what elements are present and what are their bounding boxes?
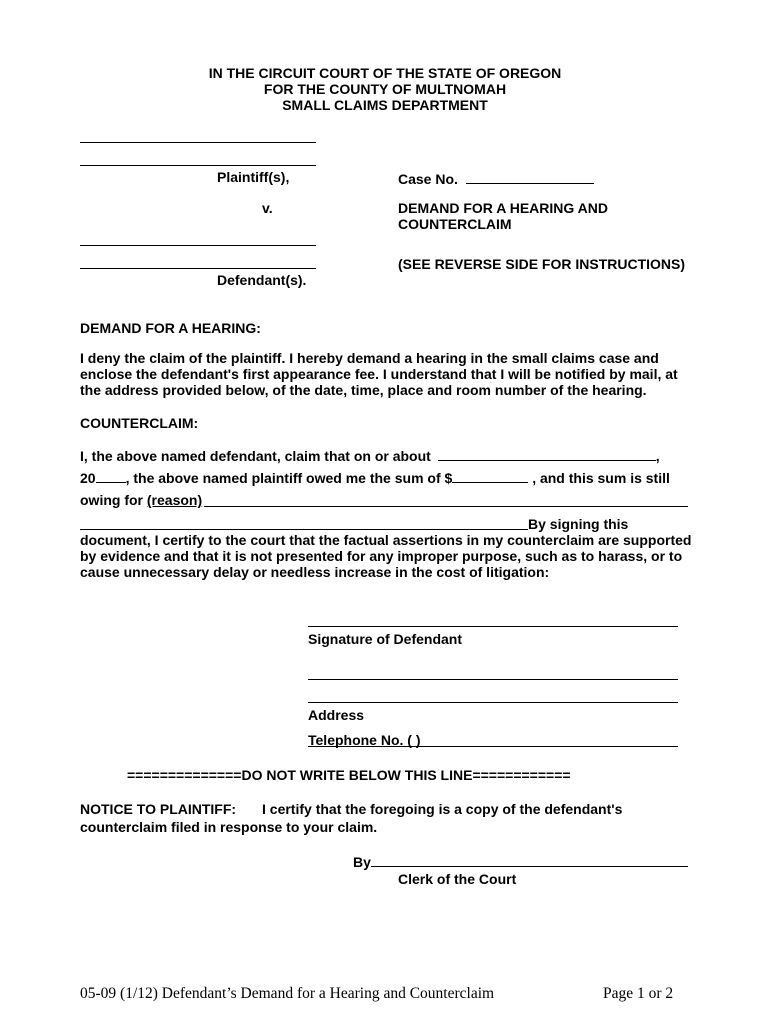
page-number: Page 1 or 2 [603,985,674,1002]
plaintiff-label: Plaintiff(s), [217,169,290,185]
counterclaim-heading: COUNTERCLAIM: [80,415,199,431]
defendant-label: Defendant(s). [217,272,307,288]
amount-blank[interactable] [452,468,528,483]
clerk-label: Clerk of the Court [398,871,517,887]
demand-heading: DEMAND FOR A HEARING: [80,320,261,336]
demand-body: I deny the claim of the plaintiff. I hereby demand a hearing in the small claims case and enclose the defendant's first appearance fee. I understand that I will be notified by mail, at the address provided below, of the date, time, place and room number of the hearing. [80,350,678,398]
owing-for-label: owing for [80,492,143,508]
year-blank[interactable] [96,468,126,483]
by-label: By [353,854,371,870]
counterclaim-owing-text: , and this sum is still [532,470,670,486]
reason-label: (reason) [146,492,203,508]
versus-label: v. [262,200,273,216]
case-number-field [398,169,594,187]
notice-label: NOTICE TO PLAINTIFF: [80,801,237,817]
counterclaim-reason-line [80,492,202,508]
plaintiff-name-line-1[interactable] [80,142,316,143]
telephone-line[interactable] [308,746,678,747]
instructions-note: (SEE REVERSE SIDE FOR INSTRUCTIONS) [398,256,686,272]
by-signing-text: By signing this [528,516,629,532]
year-prefix: 20 [80,470,96,486]
case-number-blank[interactable] [466,169,594,184]
department-name: SMALL CLAIMS DEPARTMENT [282,97,488,113]
court-name: IN THE CIRCUIT COURT OF THE STATE OF OREGON [208,65,562,81]
reason-blank-line-2[interactable] [80,529,528,530]
claim-date-comma: , [655,448,660,464]
plaintiff-name-line-2[interactable] [80,165,316,166]
address-line-1[interactable] [308,679,678,680]
form-footer-info: 05-09 (1/12) Defendant’s Demand for a Hearing and Counterclaim [80,985,495,1002]
case-number-label: Case No. [398,171,458,187]
claim-date-blank[interactable] [438,446,656,461]
signature-label: Signature of Defendant [308,631,463,647]
counterclaim-amount-line [80,468,670,486]
defendant-name-line-1[interactable] [80,245,316,246]
counterclaim-amount-text: , the above named plaintiff owed me the sum of $ [125,470,453,486]
document-title-line-1: DEMAND FOR A HEARING AND [398,200,608,216]
do-not-write-divider: ==============DO NOT WRITE BELOW THIS LINE============ [127,767,571,783]
address-line-2[interactable] [308,702,678,703]
signature-line[interactable] [308,626,678,627]
certification-text: document, I certify to the court that the factual assertions in my counterclaim are supported by evidence and that it is not presented for any improper purpose, such as to harass, or to cause unnecessary delay or needless increase in the cost of litigation: [80,532,692,580]
reason-blank-line-1[interactable] [204,506,688,507]
notice-text-part-2: counterclaim filed in response to your claim. [80,819,378,835]
document-title-line-2: COUNTERCLAIM [398,216,512,232]
county-name: FOR THE COUNTY OF MULTNOMAH [263,81,507,97]
notice-text-part-1: I certify that the foregoing is a copy of the defendant's [262,801,623,817]
counterclaim-date-text: I, the above named defendant, claim that on or about [80,448,431,464]
counterclaim-date-line [80,446,660,464]
defendant-name-line-2[interactable] [80,268,316,269]
address-label: Address [308,707,365,723]
clerk-signature-line[interactable] [371,866,688,867]
telephone-label: Telephone No. ( ) [308,732,421,748]
